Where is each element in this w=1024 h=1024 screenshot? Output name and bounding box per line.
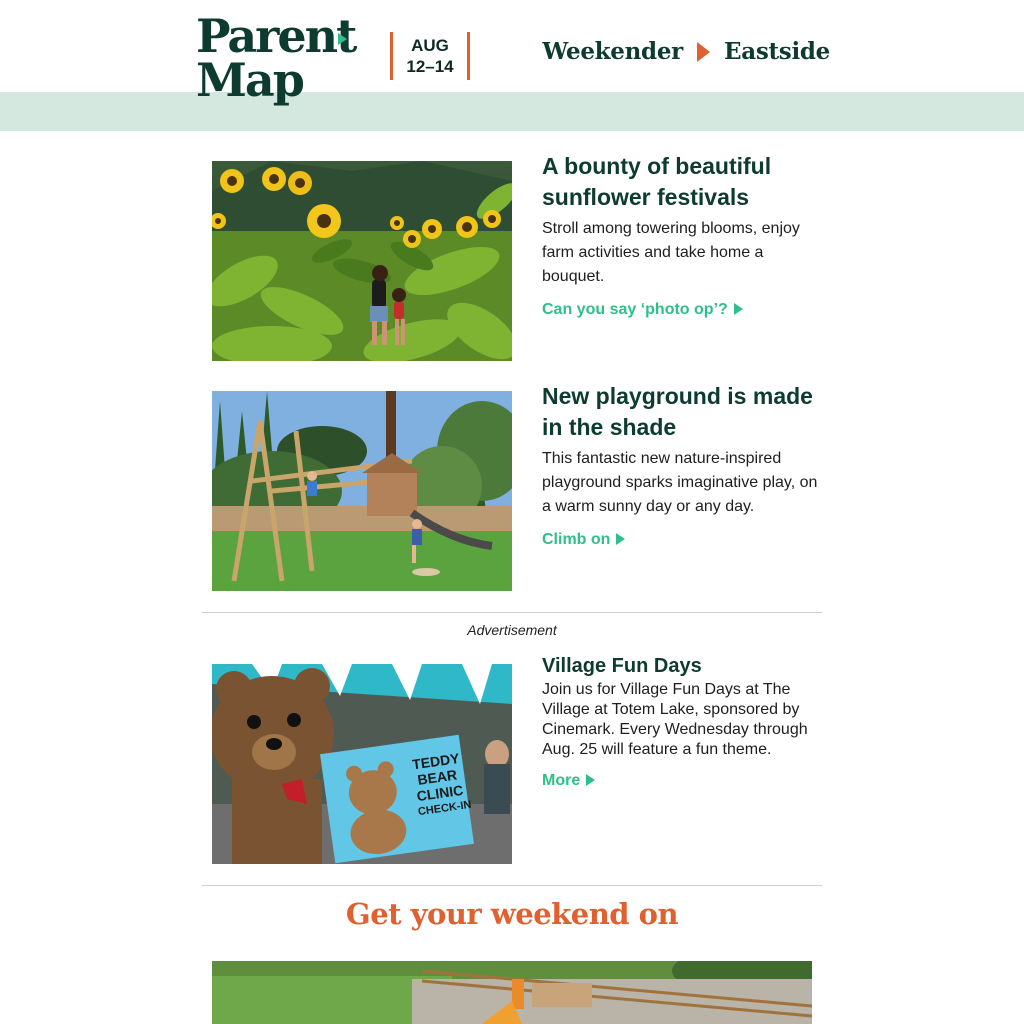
park-photo[interactable] [212,961,812,1024]
breadcrumb [542,38,830,65]
section-name: Weekender [542,38,683,65]
date-badge [390,32,470,80]
ad-text [542,654,824,790]
article-link[interactable] [542,531,625,549]
article-link[interactable] [542,301,743,319]
article-description: Stroll among towering blooms, enjoy farm activities and take home a bouquet. [542,220,800,285]
article-text [542,151,824,319]
triangle-right-icon [616,533,625,545]
header-band [0,92,1024,131]
advertisement-label: Advertisement [467,622,557,638]
ad-title[interactable]: Village Fun Days [542,655,702,677]
triangle-right-icon [697,42,710,62]
article-description: This fantastic new nature-inspired playground sparks imaginative play, on a warm sunny day or any day. [542,450,818,515]
logo-line1: Parent [196,9,356,63]
region-name: Eastside [723,38,830,65]
parentmap-logo[interactable] [196,9,356,107]
logo-line2: Map [196,53,303,107]
date-month: AUG [411,36,449,55]
weekend-heading: Get your weekend on [345,897,679,931]
teddy-bear-photo[interactable] [212,664,512,864]
sunflower-photo[interactable] [212,161,512,361]
playground-photo[interactable] [212,391,512,591]
ad-description: Join us for Village Fun Days at The Village at Totem Lake, sponsored by Cinemark. Every Wednesday through Aug. 25 will feature a fun theme. [542,681,808,758]
article-link-label: Can you say ‘photo op’? [542,301,728,318]
logo-play-icon [338,33,347,45]
triangle-right-icon [734,303,743,315]
sign-text: TEDDY [411,750,461,773]
sign-text: BEAR [416,766,458,788]
article-title[interactable]: A bounty of beautiful sunflower festivals [542,153,772,210]
divider [202,885,822,886]
triangle-right-icon [586,774,595,786]
date-range: 12–14 [406,57,454,76]
divider [202,612,822,613]
ad-more-link[interactable] [542,772,595,790]
article-link-label: Climb on [542,531,611,548]
article-title[interactable]: New playground is made in the shade [542,383,813,440]
ad-more-label: More [542,772,581,789]
article-text [542,381,824,549]
sign-text: CLINIC [415,781,465,805]
sign-text: CHECK-IN [417,798,473,819]
